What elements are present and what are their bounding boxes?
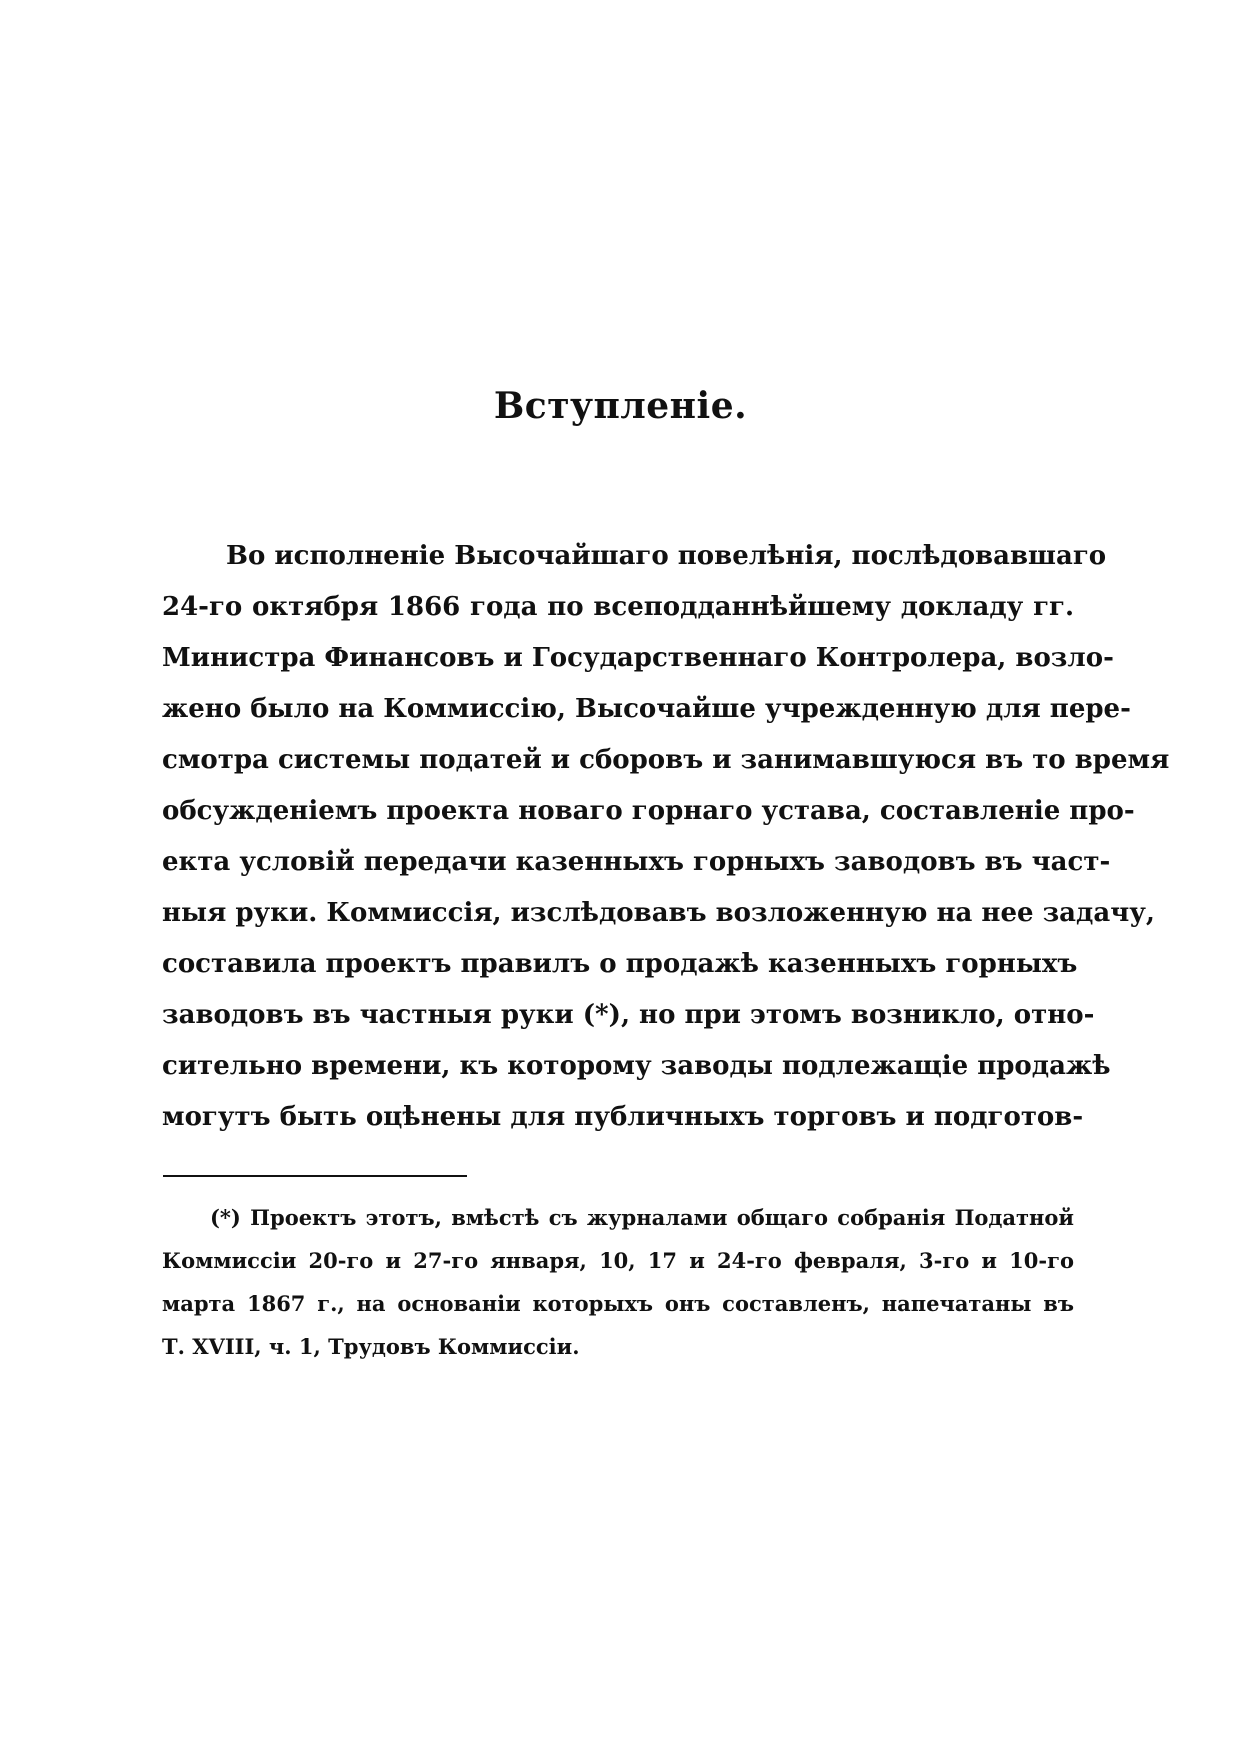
- body-line: Министра Финансовъ и Государственнаго Контролера, возло-: [162, 643, 1114, 673]
- body-line: смотра системы податей и сборовъ и занимавшуюся въ то время: [162, 745, 1170, 775]
- body-line: жено было на Коммиссію, Высочайше учрежденную для пере-: [162, 694, 1131, 724]
- footnote-line: (*) Проектъ этотъ, вмѣстѣ съ журналами общаго собранія Податной: [210, 1205, 1074, 1230]
- body-line: 24-го октября 1866 года по всеподданнѣйшему докладу гг.: [162, 592, 1074, 622]
- body-line: екта условій передачи казенныхъ горныхъ заводовъ въ част-: [162, 847, 1111, 877]
- body-line: обсужденіемъ проекта новаго горнаго устава, составленіе про-: [162, 796, 1135, 826]
- footnote-line: Т. XVIII, ч. 1, Трудовъ Коммиссіи.: [162, 1334, 580, 1359]
- footnote-line: Коммиссіи 20-го и 27-го января, 10, 17 и 24-го февраля, 3-го и 10-го: [162, 1248, 1074, 1273]
- body-line: ныя руки. Коммиссія, изслѣдовавъ возложенную на нее задачу,: [162, 898, 1155, 928]
- body-line: сительно времени, къ которому заводы подлежащіе продажѣ: [162, 1051, 1111, 1081]
- body-line: составила проектъ правилъ о продажѣ казенныхъ горныхъ: [162, 949, 1078, 979]
- page-title: Вступленіе.: [493, 385, 748, 427]
- body-text: [162, 531, 1170, 1143]
- body-line: Во исполненіе Высочайшаго повелѣнія, послѣдовавшаго: [226, 541, 1107, 571]
- footnote-divider: [163, 1175, 467, 1177]
- body-line: могутъ быть оцѣнены для публичныхъ торговъ и подготов-: [162, 1102, 1084, 1132]
- footnote: [162, 1196, 1074, 1368]
- footnote-line: марта 1867 г., на основаніи которыхъ онъ составленъ, напечатаны въ: [162, 1291, 1074, 1316]
- body-line: заводовъ въ частныя руки (*), но при этомъ возникло, отно-: [162, 1000, 1095, 1030]
